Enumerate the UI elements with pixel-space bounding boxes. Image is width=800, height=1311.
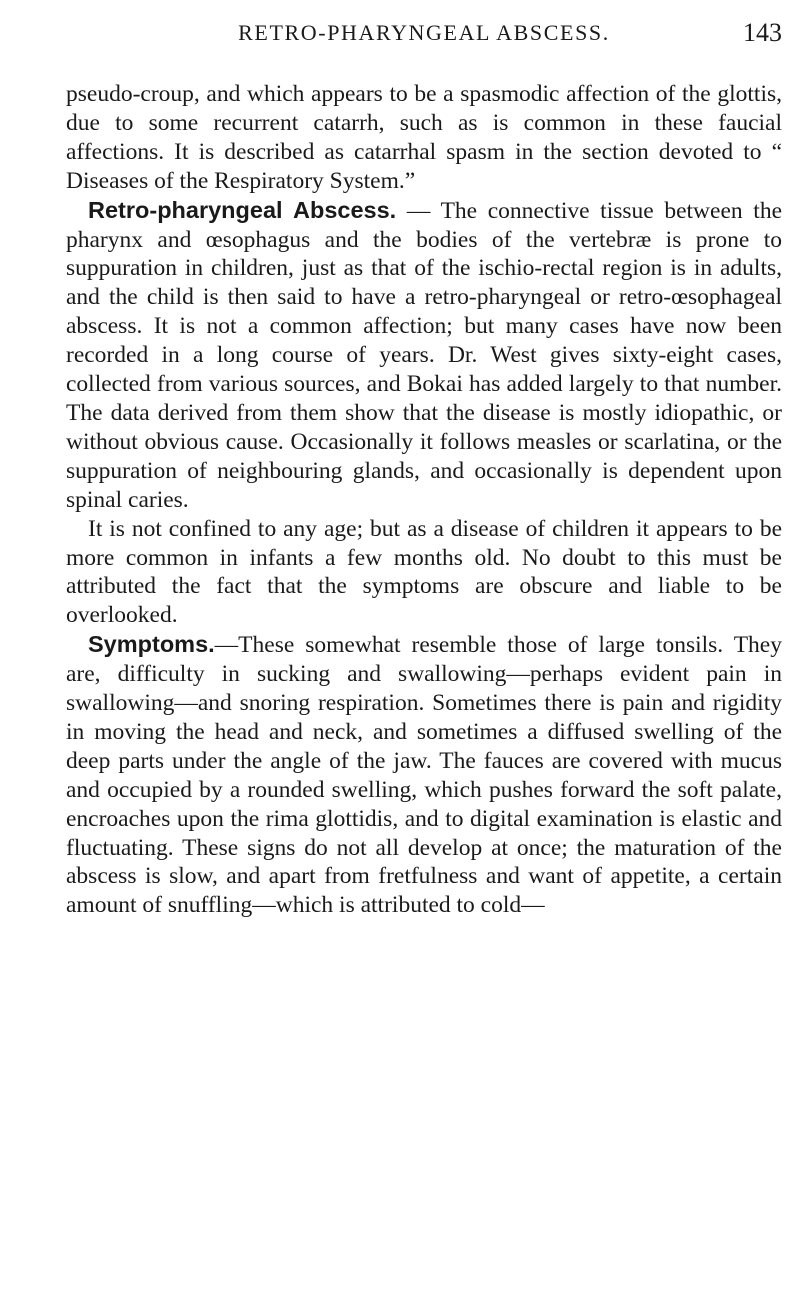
body-text bbox=[66, 80, 782, 920]
paragraph-text: —These somewhat resemble those of large tonsils. They are, difficulty in sucking and swallowing—perhaps evident pain in swallowing—and snoring respiration. Sometimes there is pain and rigidity in moving the head and neck, and sometimes a diffused swelling of the deep parts under the angle of the jaw. The fauces are covered with mucus and occupied by a rounded swelling, which pushes forward the soft palate, encroaches upon the rima glottidis, and to digital examination is elastic and fluctuating. These signs do not all develop at once; the maturation of the abscess is slow, and apart from fretfulness and want of appetite, a certain amount of snuffling—which is attributed to cold— bbox=[66, 632, 782, 919]
paragraph-text: pseudo-croup, and which appears to be a spasmodic affection of the glottis, due to some recurrent catarrh, such as is common in these faucial affections. It is described as catarrhal spasm in the section devoted to “ Diseases of the Respiratory System.” bbox=[66, 81, 782, 194]
running-title: RETRO-PHARYNGEAL ABSCESS. bbox=[238, 20, 610, 45]
section-heading: Retro-pharyngeal Abscess. bbox=[88, 196, 397, 223]
paragraph-retro-pharyngeal-abscess bbox=[66, 196, 782, 515]
section-heading: Symptoms. bbox=[88, 631, 215, 658]
paragraph-continuation bbox=[66, 80, 782, 196]
paragraph-text: — The connective tissue between the pharynx and œsophagus and the bodies of the vertebræ is prone to suppuration in children, just as that of the ischio-rectal region is in adults, and the child is then said to have a retro-pharyngeal or retro-œsophageal abscess. It is not a common affection; but many cases have now been recorded in a long course of years. Dr. West gives sixty-eight cases, collected from various sources, and Bokai has added largely to that number. The data derived from them show that the disease is mostly idiopathic, or without obvious cause. Occasionally it follows measles or scarlatina, or the suppuration of neighbouring glands, and occasionally is dependent upon spinal caries. bbox=[66, 197, 782, 513]
paragraph-symptoms bbox=[66, 630, 782, 920]
paragraph-age bbox=[66, 515, 782, 631]
paragraph-text: It is not confined to any age; but as a disease of children it appears to be more common in infants a few months old. No doubt to this must be attributed the fact that the symptoms are obscure and liable to be overlooked. bbox=[66, 515, 782, 629]
page-number: 143 bbox=[743, 18, 782, 47]
running-head bbox=[66, 20, 782, 60]
